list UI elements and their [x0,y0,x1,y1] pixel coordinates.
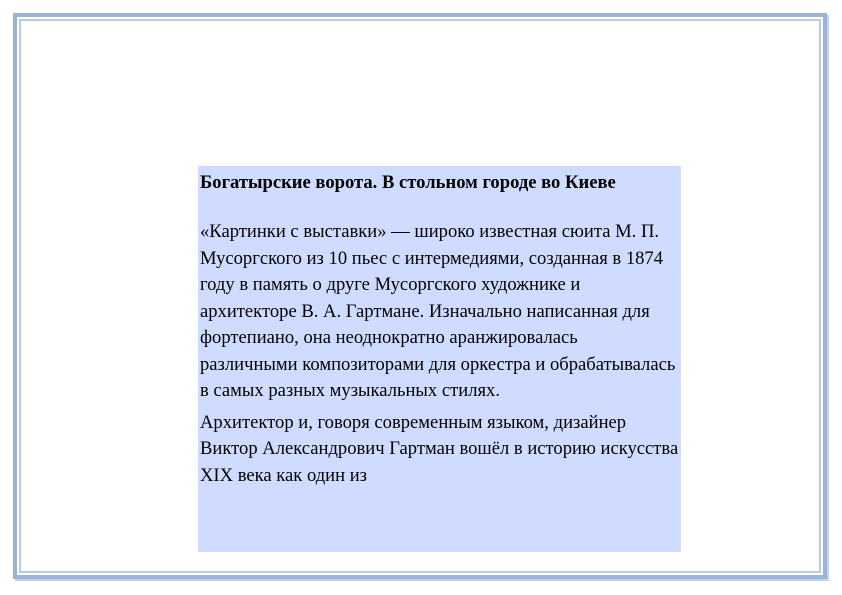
text-box [198,166,681,552]
slide-title: Богатырские ворота. В стольном городе во Киеве [200,172,616,193]
paragraph-architect: Архитектор и, говоря современным языком, дизайнер Виктор Александрович Гартман вошёл в историю искусства XIX века как один из [200,411,679,486]
paragraph-suite-description: «Картинки с выставки» — широко известная сюита М. П. Мусоргского из 10 пьес с интермедиями, созданная в 1874 году в память о друге Мусоргского художнике и архитекторе В. А. Гартмане. Изначально написанная для фортепиано, она неоднократно аранжировалась различными композиторами для оркестра и обрабатывалась в самых разных музыкальных стилях. [200,221,676,401]
